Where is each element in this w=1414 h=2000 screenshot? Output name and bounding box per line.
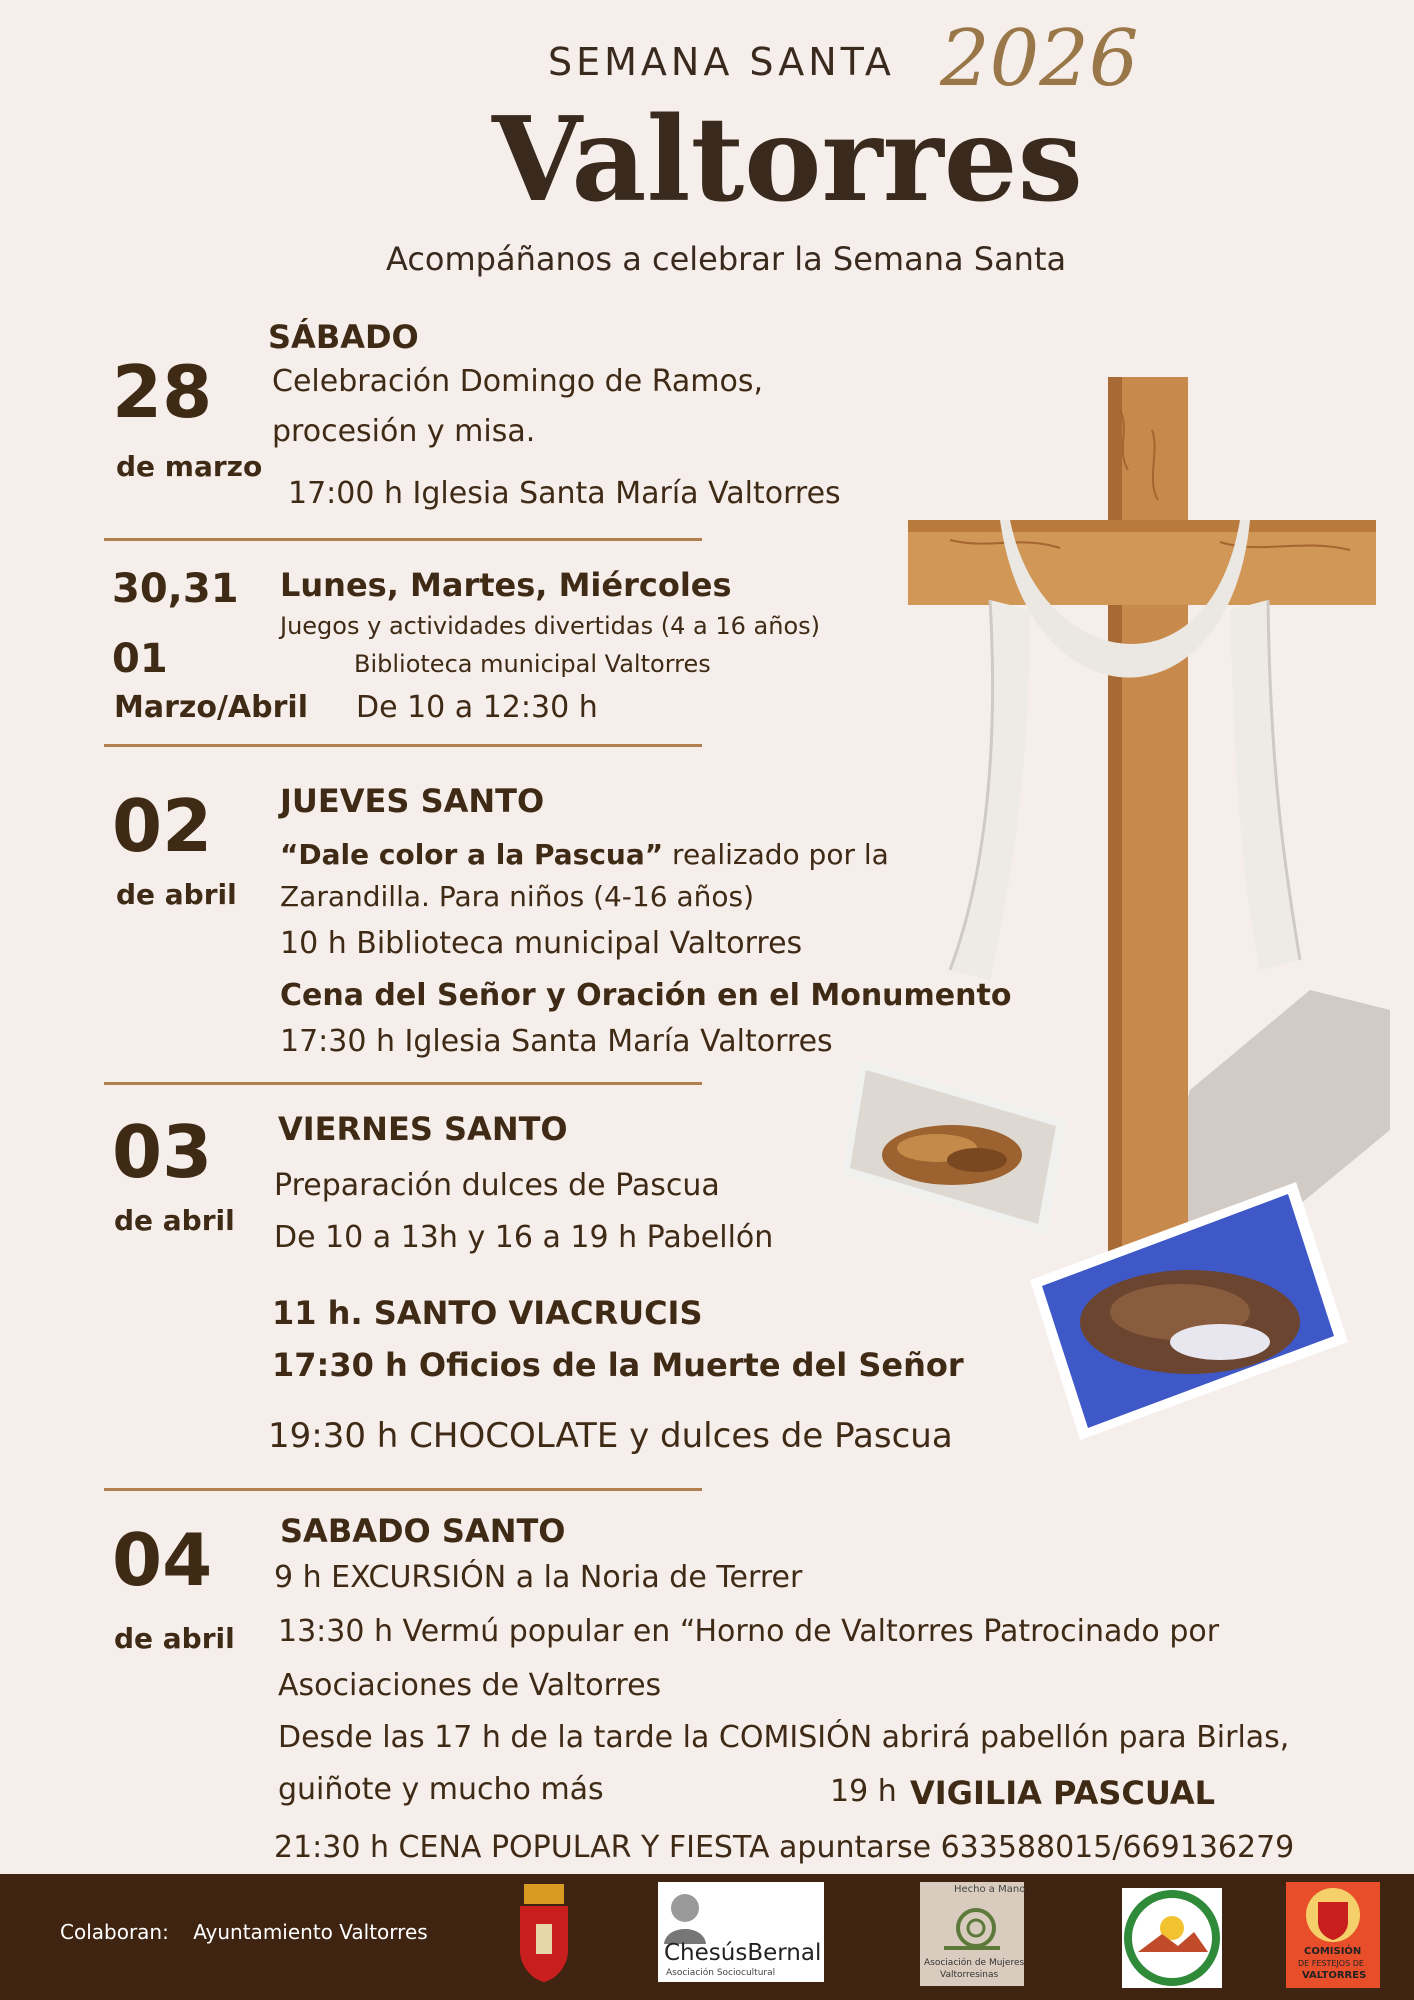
event5-line-2: 13:30 h Vermú popular en “Horno de Valtorres Patrocinado por — [278, 1614, 1220, 1649]
eyebrow-title: SEMANA SANTA — [548, 40, 895, 84]
event3-month: de abril — [116, 878, 237, 911]
asociacion-cultural-logo — [1122, 1888, 1222, 1988]
pastries-photo-2 — [1030, 1182, 1350, 1442]
chesus-sub: Asociación Sociocultural — [666, 1968, 776, 1978]
comision-line-1: COMISIÓN — [1304, 1946, 1362, 1957]
event1-time-place: 17:00 h Iglesia Santa María Valtorres — [288, 476, 841, 511]
event2-place: Biblioteca municipal Valtorres — [354, 650, 711, 678]
event4-chocolate: 19:30 h CHOCOLATE y dulces de Pascua — [268, 1416, 953, 1456]
event3-activity-line2: Zarandilla. Para niños (4-16 años) — [280, 880, 754, 913]
event1-desc-1: Celebración Domingo de Ramos, — [272, 364, 764, 399]
event3-mass-title: Cena del Señor y Oración en el Monumento — [280, 978, 1012, 1013]
event2-desc: Juegos y actividades divertidas (4 a 16 años) — [280, 612, 820, 640]
event4-desc: Preparación dulces de Pascua — [274, 1168, 720, 1203]
event4-times: De 10 a 13h y 16 a 19 h Pabellón — [274, 1220, 774, 1255]
event4-weekday: VIERNES SANTO — [278, 1110, 568, 1148]
mujeres-top: Hecho a Mano — [954, 1884, 1026, 1895]
page-title: Valtorres — [492, 92, 1083, 228]
comision-line-3: VALTORRES — [1302, 1970, 1367, 1981]
sponsors-footer — [0, 1874, 1414, 2000]
event5-line-5: guiñote y mucho más — [278, 1772, 604, 1807]
event4-day: 03 — [112, 1110, 213, 1194]
mujeres-sub-2: Valtorresinas — [940, 1970, 999, 1980]
mujeres-sub-1: Asociación de Mujeres — [924, 1958, 1025, 1968]
chesus-bernal-logo — [658, 1882, 824, 1982]
event3-weekday: JUEVES SANTO — [280, 782, 545, 820]
event5-line-1: 9 h EXCURSIÓN a la Noria de Terrer — [274, 1560, 803, 1595]
event1-month: de marzo — [116, 450, 263, 483]
comision-line-2: DE FESTEJOS DE — [1298, 1959, 1364, 1968]
event5-day: 04 — [112, 1518, 213, 1602]
event5-weekday: SABADO SANTO — [280, 1512, 566, 1550]
event2-weekday: Lunes, Martes, Miércoles — [280, 566, 732, 604]
event5-vigilia: VIGILIA PASCUAL — [910, 1774, 1216, 1812]
collab-name: Ayuntamiento Valtorres — [193, 1920, 428, 1944]
event5-line-3: Asociaciones de Valtorres — [278, 1668, 662, 1703]
event3-activity-title: “Dale color a la Pascua” — [280, 838, 664, 871]
event1-day: 28 — [112, 350, 213, 434]
event5-line-4: Desde las 17 h de la tarde la COMISIÓN abrirá pabellón para Birlas, — [278, 1720, 1290, 1755]
crest-icon — [1304, 1886, 1362, 1944]
portrait-icon — [660, 1888, 710, 1944]
asociacion-mujeres-logo — [920, 1882, 1024, 1986]
event2-month: Marzo/Abril — [114, 690, 308, 725]
divider-1 — [104, 538, 702, 541]
event3-activity-line — [280, 838, 889, 871]
event4-viacrucis: 11 h. SANTO VIACRUCIS — [272, 1294, 703, 1332]
event4-month: de abril — [114, 1204, 235, 1237]
event5-vigilia-time: 19 h — [830, 1774, 897, 1809]
comision-festejos-logo — [1286, 1882, 1380, 1988]
event5-line-6: 21:30 h CENA POPULAR Y FIESTA apuntarse 633588015/669136279 — [274, 1830, 1295, 1865]
event2-day-2: 01 — [112, 636, 168, 682]
event3-activity-rest: realizado por la — [663, 838, 889, 871]
event1-desc-2: procesión y misa. — [272, 414, 536, 449]
collab-label: Colaboran: — [60, 1920, 169, 1944]
divider-3 — [104, 1082, 702, 1085]
event2-time: De 10 a 12:30 h — [356, 690, 598, 725]
event4-oficios: 17:30 h Oficios de la Muerte del Señor — [272, 1346, 964, 1384]
event3-activity-time: 10 h Biblioteca municipal Valtorres — [280, 926, 803, 961]
divider-4 — [104, 1488, 702, 1491]
year-title: 2026 — [940, 14, 1139, 104]
event1-weekday: SÁBADO — [268, 318, 419, 356]
event2-days: 30,31 — [112, 566, 239, 612]
event3-mass-time: 17:30 h Iglesia Santa María Valtorres — [280, 1024, 833, 1059]
event5-month: de abril — [114, 1622, 235, 1655]
ayuntamiento-crest-logo — [514, 1884, 574, 1984]
event3-day: 02 — [112, 784, 213, 868]
chesus-name: ChesúsBernal — [664, 1940, 822, 1966]
collab-line — [60, 1920, 428, 1944]
snail-icon — [940, 1898, 1004, 1954]
page-subtitle: Acompáñanos a celebrar la Semana Santa — [386, 240, 1067, 278]
divider-2 — [104, 744, 702, 747]
